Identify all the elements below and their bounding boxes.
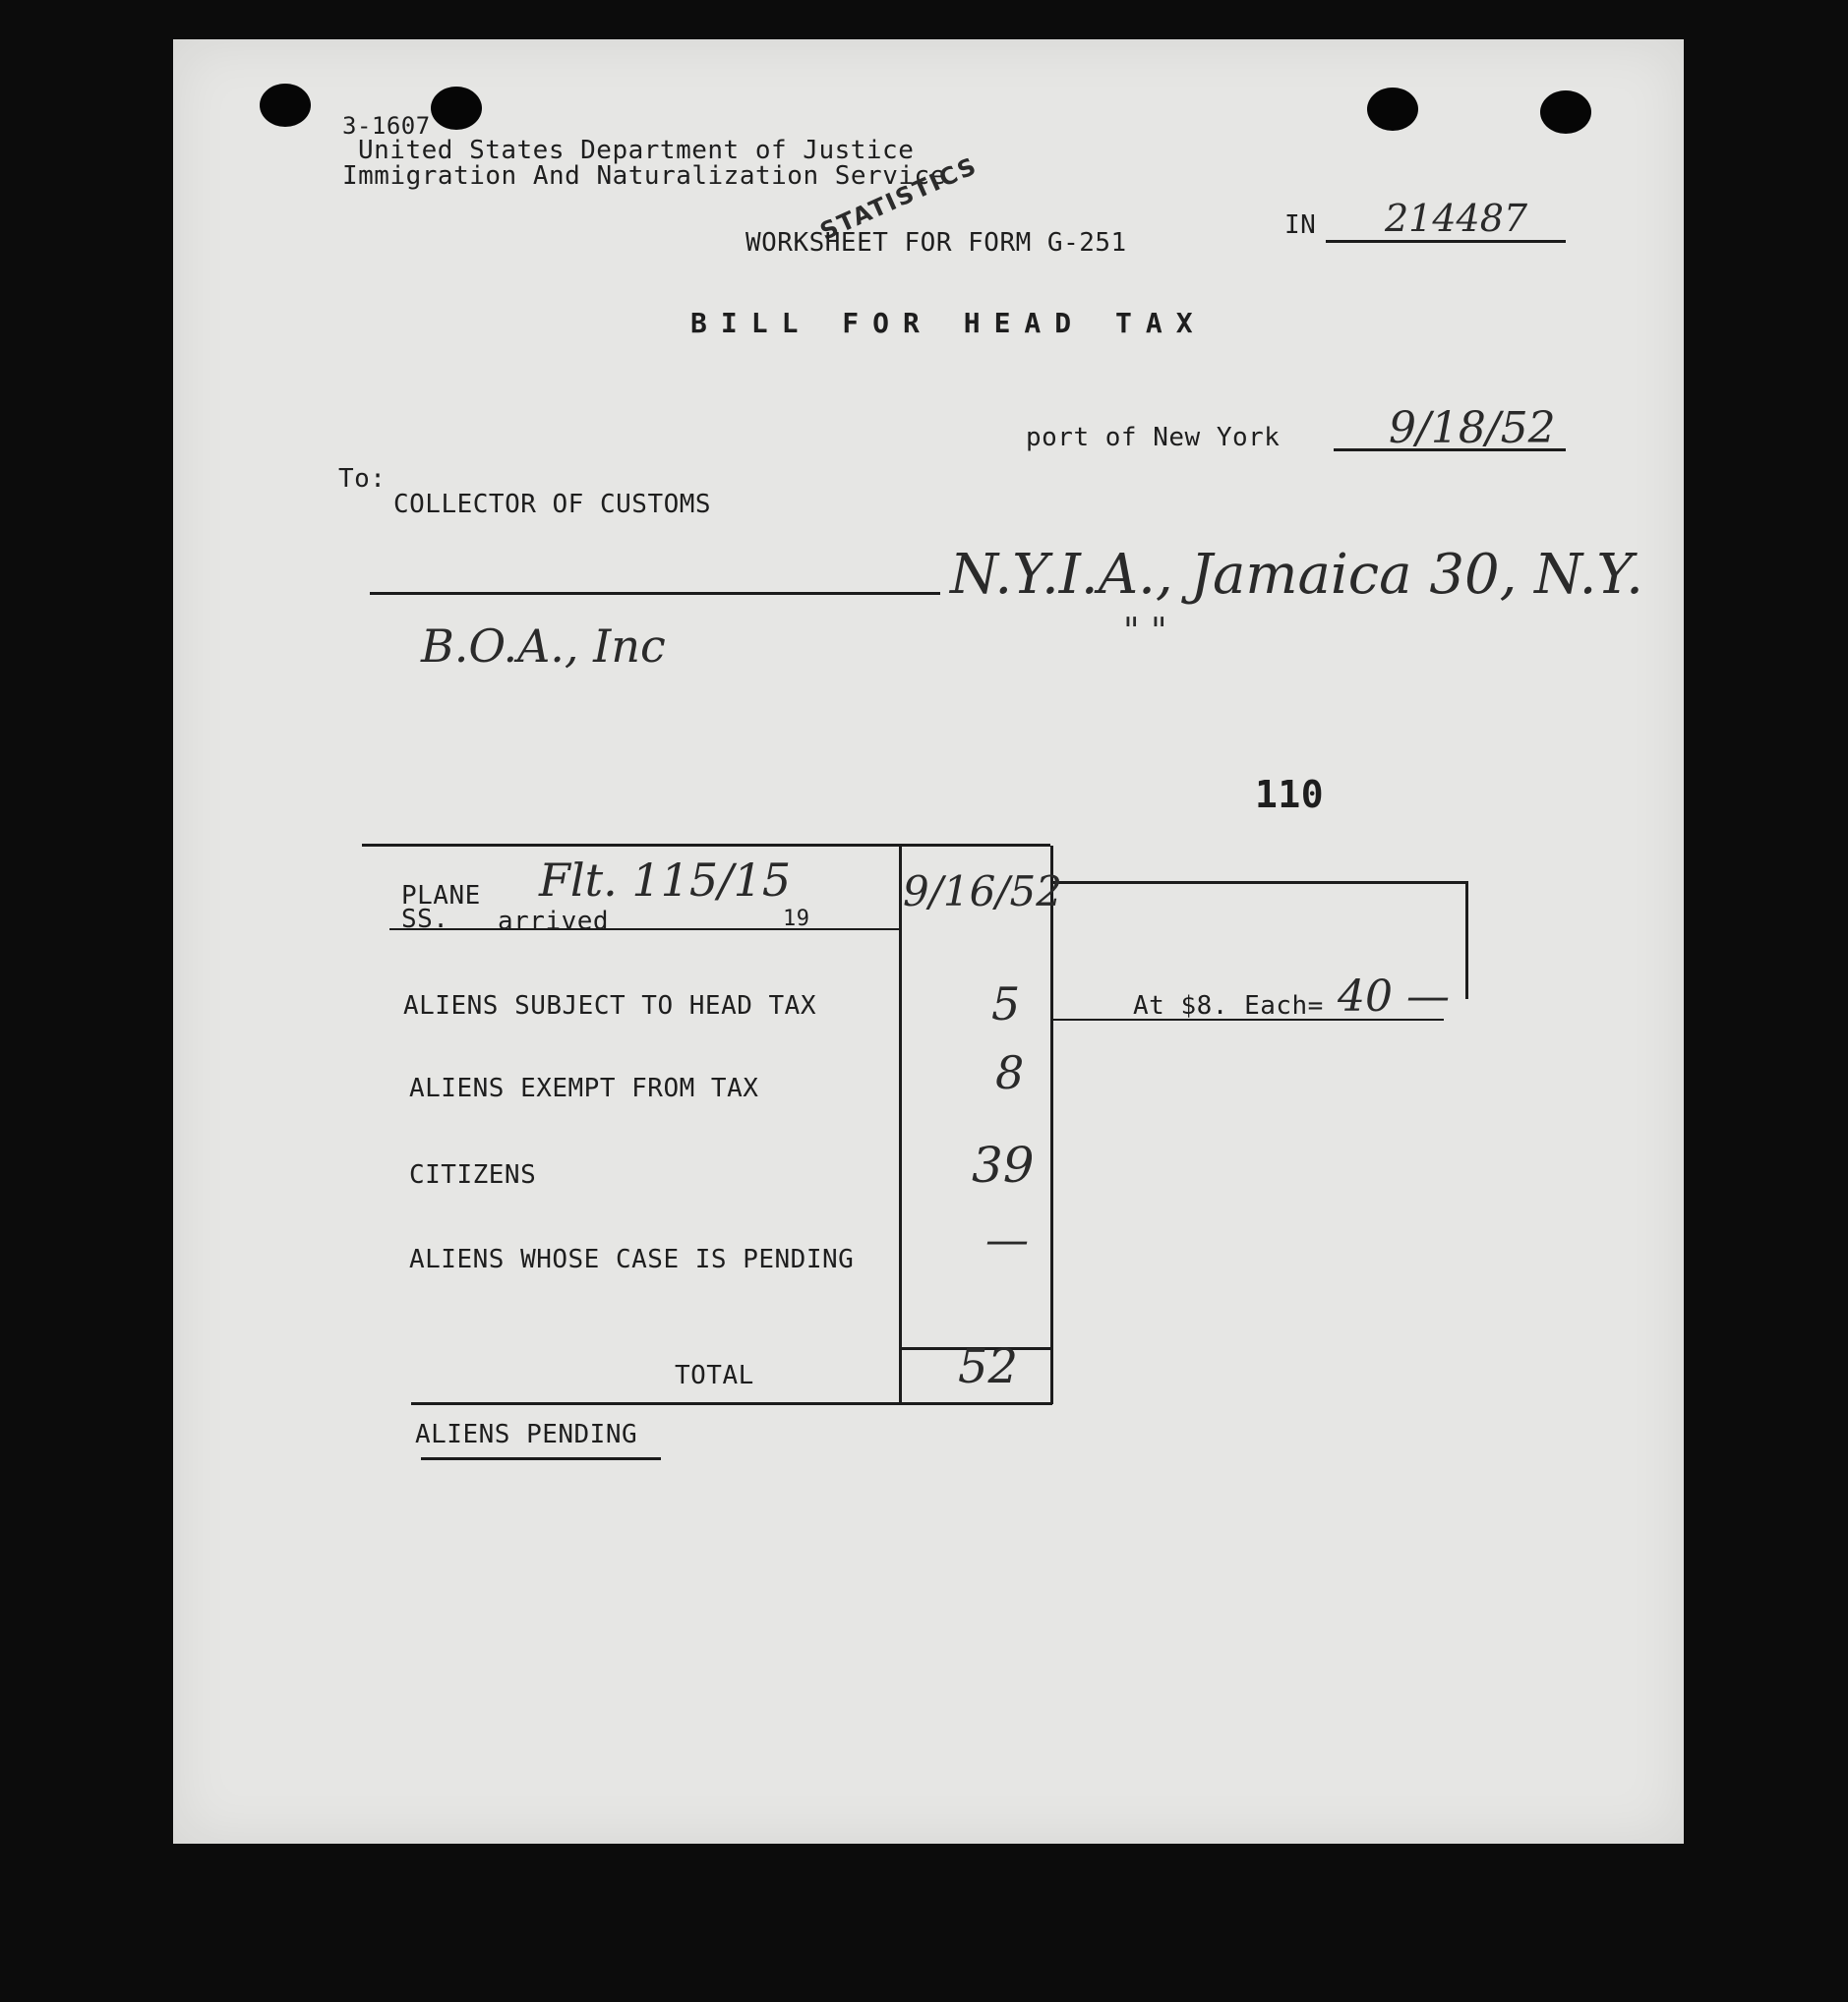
form-number: 3-1607: [342, 112, 431, 140]
document-sheet: [173, 39, 1684, 1844]
statistics-stamp: STATISTICS: [815, 151, 983, 246]
row-value-pending: —: [985, 1215, 1029, 1266]
table-bottom-border: [411, 1402, 1052, 1405]
punch-hole-2: [431, 87, 482, 130]
punch-hole-1: [260, 84, 311, 127]
worksheet-title: WORKSHEET FOR FORM G-251: [745, 228, 1127, 258]
row-label-pending: ALIENS WHOSE CASE IS PENDING: [409, 1245, 855, 1274]
in-label: IN: [1284, 210, 1317, 240]
in-number: 214487: [1385, 197, 1528, 240]
rate-box-right: [1465, 881, 1468, 999]
arrived-label: arrived: [498, 907, 610, 936]
row-value-citizens: 39: [972, 1137, 1035, 1194]
row-value-exempt: 8: [995, 1046, 1025, 1099]
punch-hole-3: [1367, 88, 1418, 131]
rate-label: At $8. Each=: [1133, 991, 1324, 1021]
table-divider-left: [899, 846, 902, 1404]
to-label: To:: [338, 464, 387, 494]
row-label-exempt: ALIENS EXEMPT FROM TAX: [409, 1074, 759, 1103]
table-top-border: [362, 844, 1050, 847]
table-divider-right: [1050, 846, 1053, 1404]
page-title: BILL FOR HEAD TAX: [690, 307, 1207, 339]
row-value-subject: 5: [991, 977, 1021, 1030]
location-handwritten: N.Y.I.A., Jamaica 30, N.Y.: [950, 543, 1643, 607]
flight-number: Flt. 115/15: [539, 854, 792, 907]
aliens-pending-label: ALIENS PENDING: [415, 1420, 638, 1449]
plane-label: PLANE: [401, 881, 481, 911]
department-name: United States Department of Justice: [358, 136, 915, 165]
port-label: port of New York: [1026, 423, 1281, 452]
rate-box-top: [1052, 881, 1467, 884]
collector-label: COLLECTOR OF CUSTOMS: [393, 490, 712, 519]
ss-label: SS.: [401, 905, 449, 934]
ditto-marks: " ": [1123, 612, 1167, 652]
total-value: 52: [958, 1339, 1019, 1394]
row-label-citizens: CITIZENS: [409, 1160, 537, 1190]
year-prefix: 19: [783, 907, 810, 931]
arrival-date: 9/16/52: [903, 867, 1062, 915]
punch-hole-4: [1540, 90, 1591, 134]
total-label: TOTAL: [675, 1361, 754, 1390]
company-handwritten: B.O.A., Inc: [421, 619, 666, 673]
arrived-underline: [389, 928, 899, 930]
row-label-subject: ALIENS SUBJECT TO HEAD TAX: [403, 991, 816, 1021]
code-number: 110: [1255, 773, 1325, 816]
service-name: Immigration And Naturalization Service: [342, 161, 946, 191]
in-number-underline: [1326, 240, 1566, 243]
rate-amount: 40 —: [1338, 972, 1450, 1022]
address-underline: [370, 592, 940, 595]
port-date: 9/18/52: [1389, 403, 1556, 453]
aliens-pending-underline: [421, 1457, 661, 1460]
